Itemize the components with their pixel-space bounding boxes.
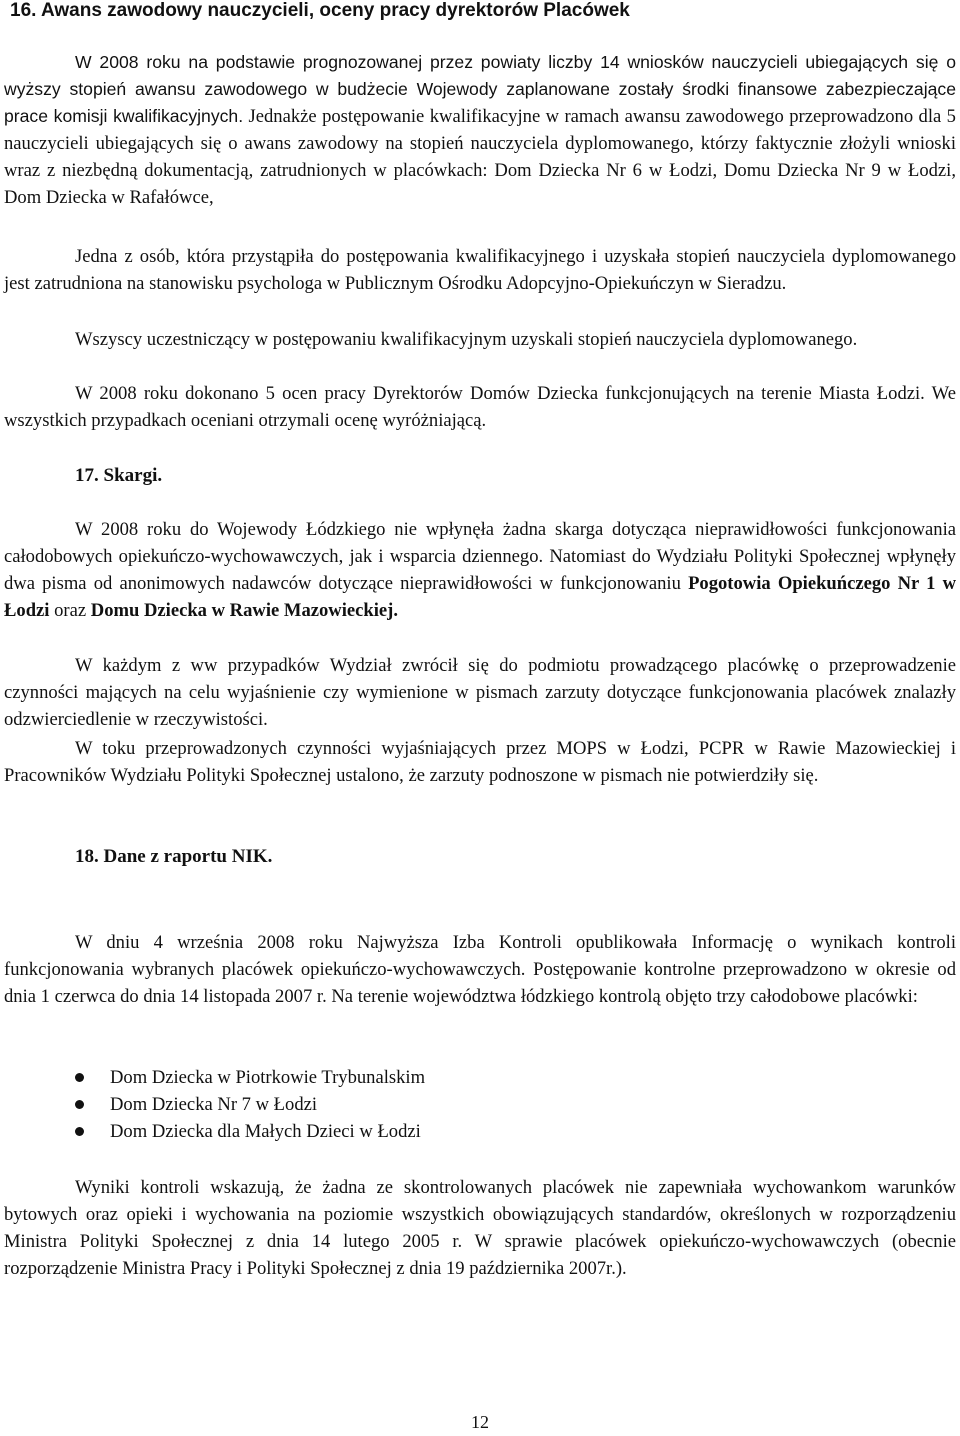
bullet-icon (75, 1073, 84, 1082)
list-item (4, 1118, 425, 1145)
section-17-paragraph-1 (4, 516, 956, 624)
section-17-connector: oraz (49, 600, 91, 621)
section-17-bold-dom-dziecka: Domu Dziecka w Rawie Mazowieckiej. (90, 600, 398, 621)
controlled-facilities-list (4, 1064, 425, 1145)
section-16-paragraph-1-serif: Jednakże postępowanie kwalifikacyjne w ramach awansu zawodowego przeprowadzono dla 5 nauczycieli ubiegających się o awans zawodowy na stopień nauczyciela dyplomowanego, którzy faktycznie złożyli wnioski wraz z niezbędną dokumentacją, zatrudnionych w placówkach: Dom Dziecka Nr 6 w Łodzi, Domu Dziecka Nr 9 w Łodzi, Dom Dziecka w Rafałówce, (4, 106, 956, 208)
section-16-paragraph-1 (4, 49, 956, 211)
section-17-paragraph-2: W każdym z ww przypadków Wydział zwrócił się do podmiotu prowadzącego placówkę o przeprowadzenie czynności mających na celu wyjaśnienie czy wymienione w pismach zarzuty dotyczące funkcjonowania placówek znalazły odzwierciedlenie w rzeczywistości. (4, 655, 956, 730)
section-18-paragraph-2: Wyniki kontroli wskazują, że żadna ze skontrolowanych placówek nie zapewniała wychowankom warunków bytowych oraz opieki i wychowania na poziomie wszystkich obowiązujących standardów, określonych w rozporządzeniu Ministra Polityki Społecznej z dnia 14 lutego 2005 r. W sprawie placówek opiekuńczo-wychowawczych (obecnie rozporządzenie Ministra Pracy i Polityki Społecznej z dnia 19 października 2007r.). (4, 1177, 956, 1279)
section-17-heading: 17. Skargi. (75, 465, 163, 486)
section-16-paragraph-4: W 2008 roku dokonano 5 ocen pracy Dyrektorów Domów Dziecka funkcjonujących na terenie Miasta Łodzi. We wszystkich przypadkach oceniani otrzymali ocenę wyróżniającą. (4, 383, 956, 431)
section-17-bold-pogotowie: Pogotowia Opiekuńczego Nr 1 w Łodzi (4, 573, 956, 621)
page-number: 12 (471, 1412, 489, 1432)
list-item (4, 1091, 425, 1118)
section-16-paragraph-1-sans: W 2008 roku na podstawie prognozowanej przez powiaty liczby 14 wniosków nauczycieli ubiegających się o wyższy stopień awansu zawodowego w budżecie Wojewody zaplanowane zostały środki finansowe zabezpieczające prace komisji kwalifikacyjnych. (4, 52, 956, 126)
list-item-text: Dom Dziecka dla Małych Dzieci w Łodzi (110, 1121, 421, 1142)
list-item-text: Dom Dziecka Nr 7 w Łodzi (110, 1094, 318, 1115)
section-18-heading: 18. Dane z raportu NIK. (75, 846, 273, 867)
section-16-paragraph-2: Jedna z osób, która przystąpiła do postępowania kwalifikacyjnego i uzyskała stopień nauczyciela dyplomowanego jest zatrudniona na stanowisku psychologa w Publicznym Ośrodku Adopcyjno-Opiekuńczyn w Sieradzu. (4, 246, 956, 294)
section-18-paragraph-1: W dniu 4 września 2008 roku Najwyższa Izba Kontroli opublikowała Informację o wynikach kontroli funkcjonowania wybranych placówek opiekuńczo-wychowawczych. Postępowanie kontrolne przeprowadzono w okresie od dnia 1 czerwca do dnia 14 listopada 2007 r. Na terenie województwa łódzkiego kontrolą objęto trzy całodobowe placówki: (4, 932, 956, 1007)
section-17-paragraph-3: W toku przeprowadzonych czynności wyjaśniających przez MOPS w Łodzi, PCPR w Rawie Mazowieckiej i Pracowników Wydziału Polityki Społecznej ustalono, że zarzuty podnoszone w pismach nie potwierdziły się. (4, 738, 956, 786)
bullet-icon (75, 1127, 84, 1136)
list-item (4, 1064, 425, 1091)
section-16-paragraph-3: Wszyscy uczestniczący w postępowaniu kwalifikacyjnym uzyskali stopień nauczyciela dyplomowanego. (75, 329, 858, 350)
list-item-text: Dom Dziecka w Piotrkowie Trybunalskim (110, 1067, 426, 1088)
section-17-paragraph-1-text: W 2008 roku do Wojewody Łódzkiego nie wpłynęła żadna skarga dotycząca nieprawidłowości funkcjonowania całodobowych opiekuńczo-wychowawczych, jak i wsparcia dziennego. Natomiast do Wydziału Polityki Społecznej wpłynęły dwa pisma od anonimowych nadawców dotyczące nieprawidłowości w funkcjonowaniu (4, 519, 956, 594)
section-16-heading: 16. Awans zawodowy nauczycieli, oceny pracy dyrektorów Placówek (10, 0, 630, 21)
bullet-icon (75, 1100, 84, 1109)
